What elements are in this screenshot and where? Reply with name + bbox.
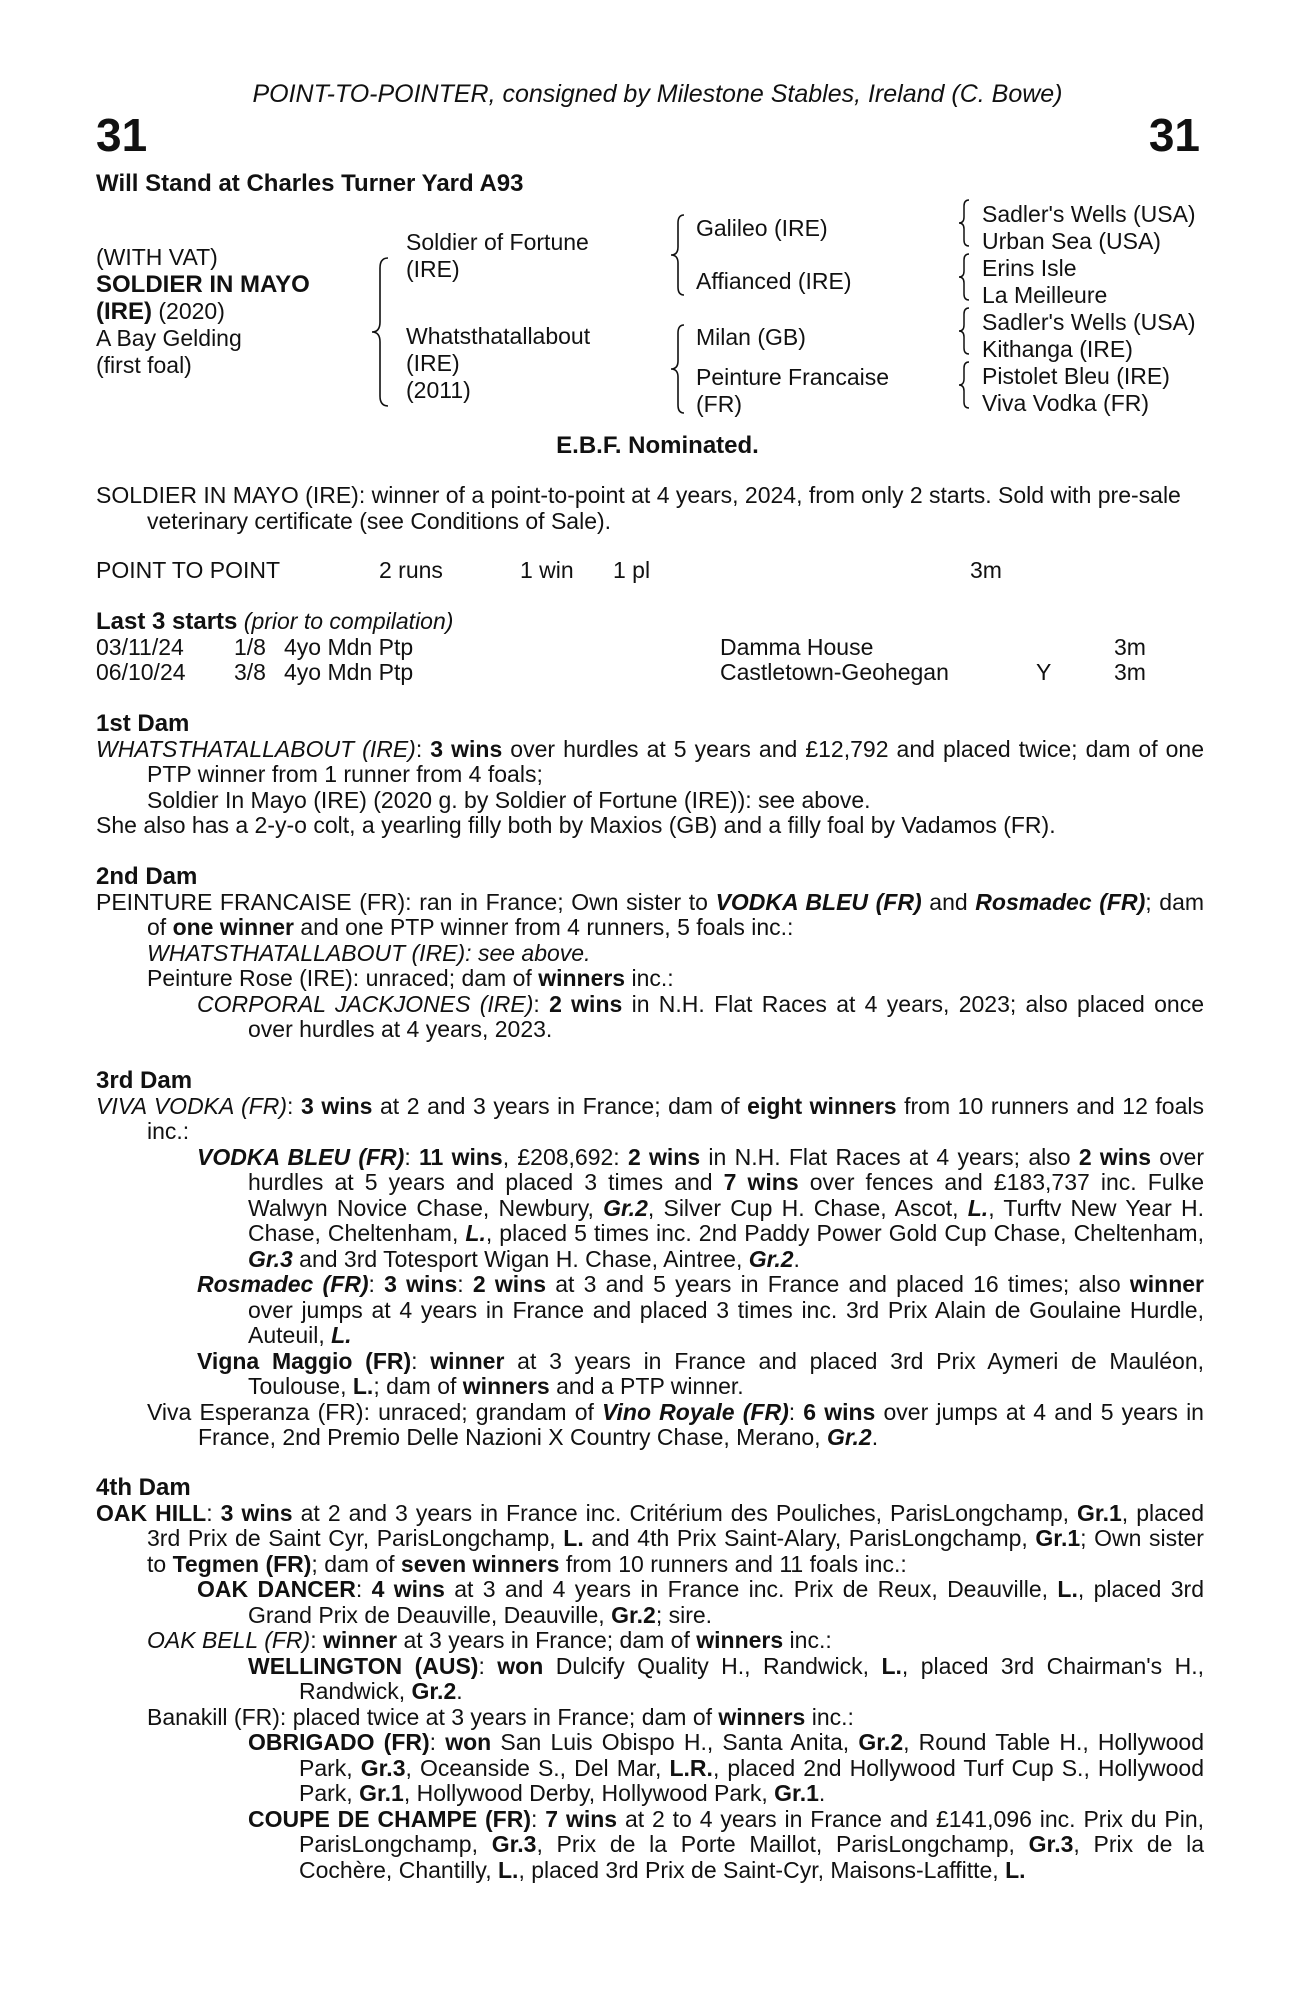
dam-dam-dam: Viva Vodka (FR) bbox=[982, 390, 1150, 416]
stand-location: Will Stand at Charles Turner Yard A93 bbox=[96, 170, 524, 197]
horse-details bbox=[96, 244, 310, 379]
pedigree-brace-main bbox=[368, 256, 392, 408]
pedigree-brace-sire bbox=[668, 213, 688, 297]
start-row: 03/11/24 1/8 4yo Mdn Ptp Damma House 3m bbox=[96, 633, 1146, 660]
sire: Soldier of Fortune (IRE) bbox=[406, 229, 589, 282]
vat-note: (WITH VAT) bbox=[96, 244, 218, 270]
pedigree-brace-dam bbox=[668, 323, 688, 415]
section-heading: 2nd Dam bbox=[96, 863, 198, 890]
ebf-nominated: E.B.F. Nominated. bbox=[556, 432, 759, 459]
lot-number-right: 31 bbox=[1148, 109, 1200, 161]
dam: Whatsthatallabout (IRE) (2011) bbox=[406, 323, 591, 403]
consignor-line: POINT-TO-POINTER, consigned by Milestone Stables, Ireland (C. Bowe) bbox=[252, 80, 1063, 108]
lot-number-left: 31 bbox=[96, 109, 148, 161]
summary: SOLDIER IN MAYO (IRE): winner of a point-to-point at 4 years, 2024, from only 2 starts. Sold with pre-sale veterinary certificate (see Conditions of Sale). bbox=[96, 482, 1181, 534]
dam-sire: Milan (GB) bbox=[696, 324, 806, 350]
horse-description: A Bay Gelding bbox=[96, 325, 242, 351]
sire-dam-sire: Erins Isle bbox=[982, 255, 1077, 281]
race-record: POINT TO POINT 2 runs 1 win 1 pl 3m bbox=[96, 557, 1002, 583]
sire-sire: Galileo (IRE) bbox=[696, 215, 828, 241]
sire-dam-dam: La Meilleure bbox=[982, 282, 1108, 308]
section-heading: 1st Dam bbox=[96, 710, 190, 737]
sire-sire-dam: Urban Sea (USA) bbox=[982, 228, 1161, 254]
dam-sire-sire: Sadler's Wells (USA) bbox=[982, 309, 1196, 335]
horse-note: (first foal) bbox=[96, 352, 192, 378]
horse-year: (2020) bbox=[152, 298, 225, 324]
sire-sire-sire: Sadler's Wells (USA) bbox=[982, 201, 1196, 227]
fourth-dam-section: 4th Dam OAK HILL: 3 wins at 2 and 3 years in France inc. Critérium des Pouliches, ParisLongchamp, Gr.1, placed 3rd Prix de Saint Cyr, ParisLongchamp, L. and 4th Prix Saint-Alary, ParisLongchamp, Gr.1; Own sister to Tegmen (FR); dam of seven winners from 10 runners and 11 foals inc.: OAK DANCER: 4 wins at 3 and 4 years in France inc. Prix de Reux, Deauville, L., placed 3rd Grand Prix de Deauville, Deauville, Gr.2; sire. OAK BELL (FR): winner at 3 years in France; dam of winners inc.: WELLINGTON (AUS): won Dulcify Quality H., Randwick, L., placed 3rd Chairman's H., Randwick, Gr.2. Banakill (FR): placed twice at 3 years in France; dam of winners inc.: OBRIGADO (FR): won San Luis Obispo H., Santa Anita, Gr.2, Round Table H., Hollywood Park, Gr.3, Oceanside S., Del Mar, L.R., placed 2nd Hollywood Turf Cup S., Hollywood Park, Gr.1, Hollywood Derby, Hollywood Park, Gr.1. COUPE DE CHAMPE (FR): 7 wins at 2 to 4 years in France and £141,096 inc. Prix du Pin, ParisLongchamp, Gr.3, Prix de la Porte Maillot, ParisLongchamp, Gr.3, Prix de la Cochère, Chantilly, L., placed 3rd Prix de Saint-Cyr, Maisons-Laffitte, L. bbox=[96, 1474, 1205, 1883]
dam-sire-dam: Kithanga (IRE) bbox=[982, 336, 1133, 362]
dam-dam: Peinture Francaise (FR) bbox=[696, 364, 890, 417]
sire-dam: Affianced (IRE) bbox=[696, 268, 852, 294]
section-heading: 4th Dam bbox=[96, 1474, 191, 1501]
second-dam-section: 2nd Dam PEINTURE FRANCAISE (FR): ran in France; Own sister to VODKA BLEU (FR) and Rosmadec (FR); dam of one winner and one PTP winner from 4 runners, 5 foals inc.: WHATSTHATALLABOUT (IRE): see above. Peinture Rose (IRE): unraced; dam of winners inc.: CORPORAL JACKJONES (IRE): 2 wins in N.H. Flat Races at 4 years, 2023; also placed once over hurdles at 4 years, 2023. bbox=[96, 863, 1205, 1042]
third-dam-section: 3rd Dam VIVA VODKA (FR): 3 wins at 2 and 3 years in France; dam of eight winners from 10 runners and 12 foals inc.: VODKA BLEU (FR): 11 wins, £208,692: 2 wins in N.H. Flat Races at 4 years; also 2 wins over hurdles at 5 years and placed 3 times and 7 wins over fences and £183,737 inc. Fulke Walwyn Novice Chase, Newbury, Gr.2, Silver Cup H. Chase, Ascot, L., Turftv New Year H. Chase, Cheltenham, L., placed 5 times inc. 2nd Paddy Power Gold Cup Chase, Cheltenham, Gr.3 and 3rd Totesport Wigan H. Chase, Aintree, Gr.2. Rosmadec (FR): 3 wins: 2 wins at 3 and 5 years in France and placed 16 times; also winner over jumps at 4 years in France and placed 3 times inc. 3rd Prix Alain de Goulaine Hurdle, Auteuil, L. Vigna Maggio (FR): winner at 3 years in France and placed 3rd Prix Aymeri de Mauléon, Toulouse, L.; dam of winners and a PTP winner. Viva Esperanza (FR): unraced; grandam of Vino Royale (FR): 6 wins over jumps at 4 and 5 years in France, 2nd Premio Delle Nazioni X Country Chase, Merano, Gr.2. bbox=[96, 1067, 1205, 1450]
pedigree-braces-fourth bbox=[956, 198, 972, 420]
section-heading: 3rd Dam bbox=[96, 1067, 193, 1094]
start-row: 06/10/24 3/8 4yo Mdn Ptp Castletown-Geohegan Y 3m bbox=[96, 659, 1146, 685]
last-starts: Last 3 starts (prior to compilation) 03/11/24 1/8 4yo Mdn Ptp Damma House 3m 06/10/24 3/8 4yo Mdn Ptp Castletown-Geohegan Y 3m bbox=[96, 609, 1204, 686]
pedigree-fourth-generation bbox=[982, 201, 1196, 417]
first-dam-section: 1st Dam WHATSTHATALLABOUT (IRE): 3 wins over hurdles at 5 years and £12,792 and placed twice; dam of one PTP winner from 1 runner from 4 foals; Soldier In Mayo (IRE) (2020 g. by Soldier of Fortune (IRE)): see above. She also has a 2-y-o colt, a yearling filly both by Maxios (GB) and a filly foal by Vadamos (FR). bbox=[96, 710, 1204, 838]
horse-name: SOLDIER IN MAYO bbox=[96, 271, 310, 298]
horse-name-suffix: (IRE) bbox=[96, 298, 152, 325]
dam-dam-sire: Pistolet Bleu (IRE) bbox=[982, 363, 1170, 389]
